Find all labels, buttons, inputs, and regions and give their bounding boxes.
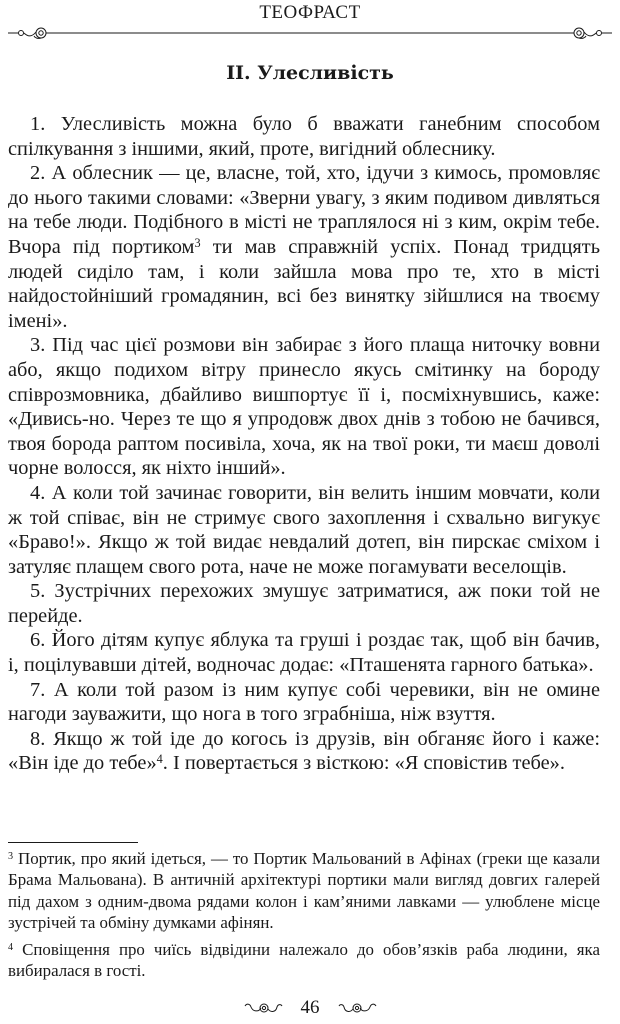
paragraph-8: 8. Якщо ж той іде до когось із друзів, він обганяє його і каже: «Він іде до тебе»$^4$. І повертається з вісткою: «Я сповістив тебе». <box>8 727 600 775</box>
paragraph-6: 6. Його дітям купує яблука та груші і роздає так, щоб він бачив, і, поцілувавши дітей, водночас додає: «Пташенята гарного батька». <box>8 629 600 677</box>
running-head: ТЕОФРАСТ <box>259 2 361 23</box>
footnotes <box>8 848 600 988</box>
paragraph-4: 4. А коли той зачинає говорити, він велить іншим мовчати, коли ж той співає, він не стримує свого захоплення і схвально вигукує «Браво!». Якщо ж той видає невдалий дотеп, він пирскає сміхом і затуляє плащем свого рота, наче не може погамувати веселощів. <box>8 481 600 578</box>
footnote-ref-4[interactable]: 4 <box>156 752 163 767</box>
page-number: 46 <box>300 997 320 1018</box>
footnote-marker: 3 <box>8 850 14 862</box>
paragraph-1: 1. Улесливість можна було б вважати ганебним способом спілкування з іншими, який, проте, вигідний облеснику. <box>8 113 600 160</box>
footnote-separator <box>8 842 138 843</box>
paragraph-3: 3. Під час цієї розмови він забирає з його плаща ниточку вовни або, якщо подихом вітру принесло якусь смітинку на бороду співрозмовника, дбайливо вишпортує її і, посміхнувшись, каже: «Дивись-но. Через те що я упродовж двох днів з тобою не бачився, твоя борода раптом посивіла, хоча, як на твої роки, ти маєш доволі чорне волосся, як ніхто інший». <box>8 334 600 480</box>
swirl-ornament-icon <box>243 1001 283 1015</box>
footnote-marker: 4 <box>8 942 14 954</box>
swirl-ornament-icon <box>338 1001 378 1015</box>
footnote-4: $^4$ Сповіщення про чиїсь відвідини належало до обов’язків раба людини, яка вибиралася в гості. <box>8 940 600 981</box>
paragraph-5: 5. Зустрічних перехожих змушує затриматися, аж поки той не перейде. <box>8 580 600 627</box>
page-folio <box>0 996 620 1020</box>
header-ornament-rule <box>0 25 620 41</box>
footnote-3: $^3$ Портик, про який ідеться, — то Портик Мальований в Афінах (греки ще казали Брама Мальована). В античній архітектурі портики мали вигляд довгих галерей під дахом з одним-двома рядами колон і кам’яними лавками — улюблене місце зустрічей та обміну думками афінян. <box>8 849 600 932</box>
body-text <box>8 112 600 776</box>
paragraph-2: 2. А облесник — це, власне, той, хто, ідучи з кимось, промовляє до нього такими словами: «Зверни увагу, з яким подивом дивляться на тебе люди. Подібного в місті не траплялося ні з ким, окрім тебе. Вчора під портиком$^3$ ти мав справжній успіх. Понад тридцять людей сиділо там, і коли зайшла мова про те, хто в місті найдостойніший громадянин, всі без винятку зійшлися на твоєму імені». <box>8 162 600 332</box>
scroll-flourish-icon <box>8 28 612 38</box>
chapter-title: II. Улесливість <box>226 62 394 84</box>
paragraph-7: 7. А коли той разом із ним купує собі черевики, він не омине нагоди зауважити, що нога в того зграбніша, ніж взуття. <box>8 678 600 726</box>
footnote-ref-3[interactable]: 3 <box>194 235 201 250</box>
